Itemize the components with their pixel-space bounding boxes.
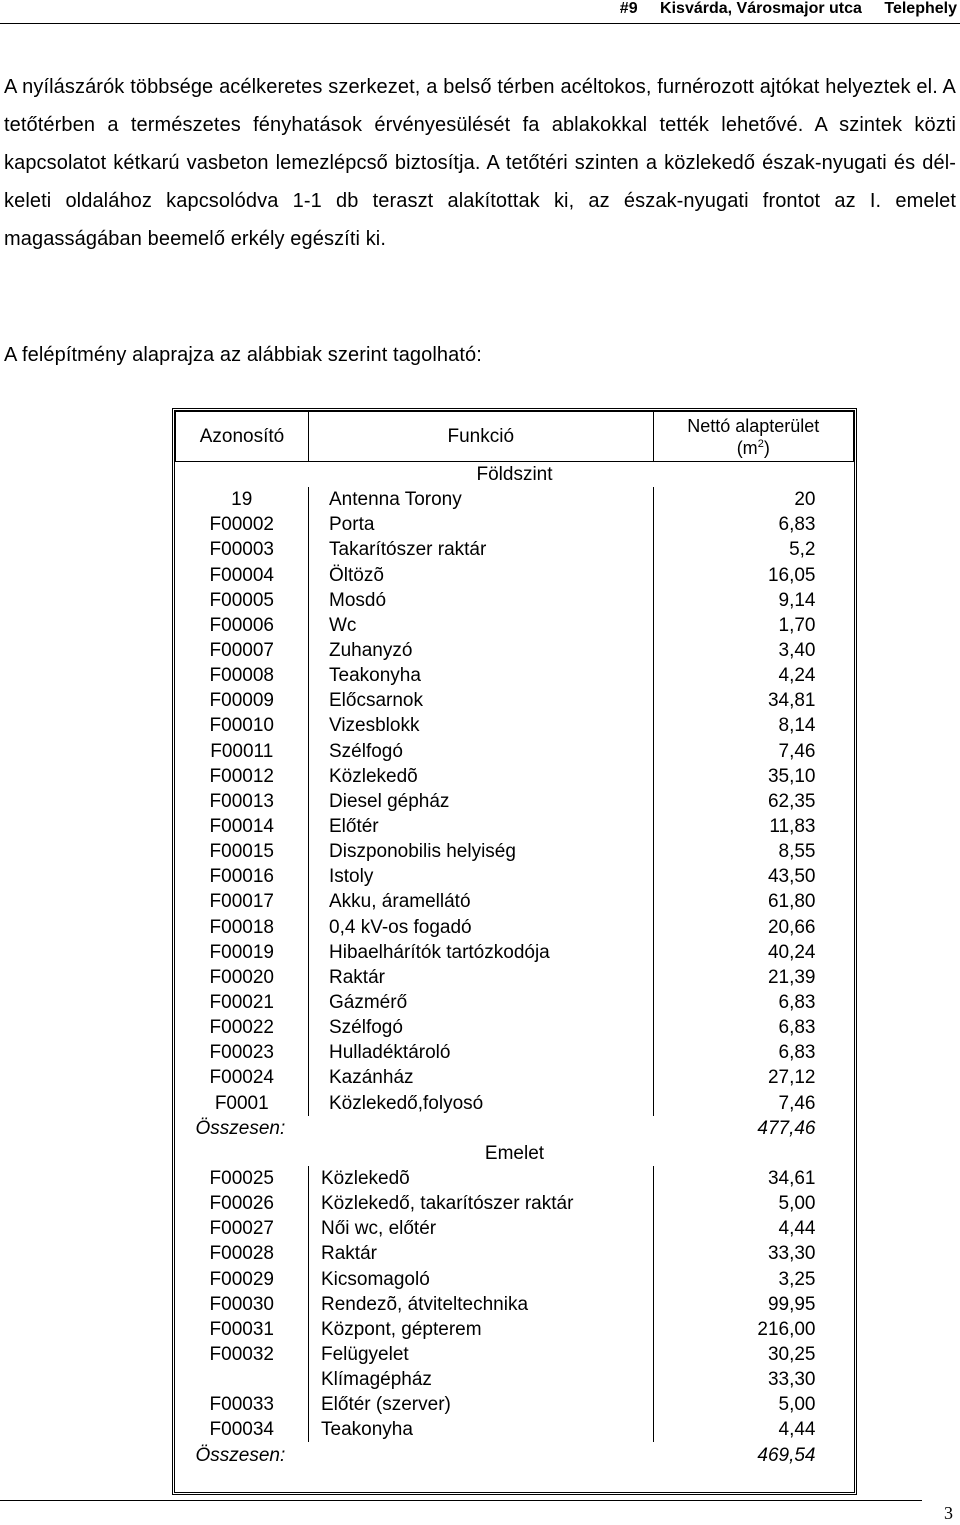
room-function: Központ, gépterem <box>309 1317 654 1342</box>
col-header-area-close: ) <box>763 437 770 458</box>
room-function: Wc <box>309 613 654 638</box>
room-area: 4,44 <box>778 1419 816 1441</box>
room-function: Vizesblokk <box>309 713 654 738</box>
total-label: Összesen: <box>195 1117 286 1139</box>
room-function: Antenna Torony <box>309 487 654 512</box>
room-area: 3,40 <box>778 640 816 662</box>
room-area: 62,35 <box>767 790 816 812</box>
room-id: F00024 <box>176 1065 309 1090</box>
room-id: F00011 <box>176 739 309 764</box>
table-row <box>176 663 854 688</box>
table-row <box>176 915 854 940</box>
room-area: 7,46 <box>778 740 816 762</box>
room-function: Raktár <box>309 1241 654 1266</box>
room-area: 5,00 <box>778 1394 816 1416</box>
table-row <box>176 1015 854 1040</box>
table-row <box>176 965 854 990</box>
table-row <box>176 739 854 764</box>
room-area: 35,10 <box>767 765 816 787</box>
room-id: F00003 <box>176 537 309 562</box>
room-function: Közlekedõ <box>309 764 654 789</box>
room-id: F00012 <box>176 764 309 789</box>
table-row <box>176 563 854 588</box>
room-function: Öltözõ <box>309 563 654 588</box>
table-row <box>176 487 854 512</box>
room-id: F00032 <box>176 1342 309 1367</box>
room-id: F00021 <box>176 990 309 1015</box>
room-area: 20,66 <box>767 916 816 938</box>
room-id: F00028 <box>176 1241 309 1266</box>
page-number: 3 <box>944 1503 953 1523</box>
room-area: 20 <box>794 489 816 511</box>
room-function: Kazánház <box>309 1065 654 1090</box>
room-function: Felügyelet <box>309 1342 654 1367</box>
section-row <box>176 462 854 488</box>
room-function: Hibaelhárítók tartózkodója <box>309 940 654 965</box>
room-function: Rendezõ, átviteltechnika <box>309 1292 654 1317</box>
room-id: F00016 <box>176 864 309 889</box>
room-function: Diszponobilis helyiség <box>309 839 654 864</box>
table-row <box>176 789 854 814</box>
table-row <box>176 1091 854 1116</box>
room-id: F0001 <box>176 1091 309 1116</box>
table-row <box>176 713 854 738</box>
col-header-area-label: Nettó alapterület <box>687 415 820 436</box>
room-id: F00007 <box>176 638 309 663</box>
room-area: 6,83 <box>778 514 816 536</box>
room-area: 1,70 <box>778 614 816 636</box>
room-id: F00018 <box>176 915 309 940</box>
floor-area-table <box>172 408 857 1495</box>
room-id: F00014 <box>176 814 309 839</box>
room-id: F00019 <box>176 940 309 965</box>
table-row <box>176 1241 854 1266</box>
room-id: F00034 <box>176 1417 309 1442</box>
col-header-area <box>653 412 854 462</box>
room-id: F00008 <box>176 663 309 688</box>
table-header-row <box>176 412 854 462</box>
room-id: F00029 <box>176 1267 309 1292</box>
room-function: Mosdó <box>309 588 654 613</box>
room-id: 19 <box>176 487 309 512</box>
total-label: Összesen: <box>195 1444 286 1466</box>
table-row <box>176 839 854 864</box>
room-id: F00015 <box>176 839 309 864</box>
room-area: 4,44 <box>778 1218 816 1240</box>
room-function: Közlekedõ <box>309 1166 654 1191</box>
room-id: F00030 <box>176 1292 309 1317</box>
room-area: 33,30 <box>767 1369 816 1391</box>
room-id <box>176 1367 309 1392</box>
room-function: Teakonyha <box>309 663 654 688</box>
table-row <box>176 864 854 889</box>
room-area: 33,30 <box>767 1243 816 1265</box>
col-header-area-unit: (m <box>736 437 758 458</box>
room-function: Előtér <box>309 814 654 839</box>
room-area: 6,83 <box>778 992 816 1014</box>
room-area: 5,00 <box>778 1193 816 1215</box>
table-intro: A felépítmény alaprajza az alábbiak szerint tagolható: <box>4 344 482 366</box>
room-function: Női wc, előtér <box>309 1216 654 1241</box>
room-area: 6,83 <box>778 1017 816 1039</box>
table-row <box>176 1267 854 1292</box>
room-id: F00027 <box>176 1216 309 1241</box>
room-id: F00017 <box>176 889 309 914</box>
page-header <box>0 0 960 22</box>
room-area: 9,14 <box>778 589 816 611</box>
table-row <box>176 588 854 613</box>
table-row <box>176 1392 854 1417</box>
total-value: 477,46 <box>757 1117 816 1139</box>
room-area: 4,24 <box>778 665 816 687</box>
room-id: F00022 <box>176 1015 309 1040</box>
table-row <box>176 688 854 713</box>
total-row <box>176 1442 854 1467</box>
room-area: 16,05 <box>767 564 816 586</box>
table-row <box>176 1417 854 1442</box>
room-id: F00023 <box>176 1040 309 1065</box>
room-function: Akku, áramellátó <box>309 889 654 914</box>
table-row <box>176 814 854 839</box>
table-row <box>176 512 854 537</box>
room-function: Zuhanyzó <box>309 638 654 663</box>
body-paragraph: A nyílászárók többsége acélkeretes szerkezet, a belső térben acéltokos, furnérozott ajtókat helyeztek el. A tetőtérben a természetes fényhatások érvényesülését fa ablakokkal tették lehetővé. A szintek közti kapcsolatot kétkarú vasbeton lemezlépcső biztosítja. A tetőtéri szinten a közlekedő észak-nyugati és dél-keleti oldalához kapcsolódva 1-1 db teraszt alakítottak ki, az észak-nyugati frontot az I. emelet magasságában beemelő erkély egészíti ki. <box>4 76 956 250</box>
room-area: 8,14 <box>778 715 816 737</box>
room-function: Előtér (szerver) <box>309 1392 654 1417</box>
header-number: #9 <box>619 0 638 17</box>
room-id: F00025 <box>176 1166 309 1191</box>
table-row <box>176 889 854 914</box>
header-rule <box>0 23 960 24</box>
table-row <box>176 940 854 965</box>
room-function: Porta <box>309 512 654 537</box>
col-header-area-sup: 2 <box>757 437 764 450</box>
room-id: F00004 <box>176 563 309 588</box>
header-place: Kisvárda, Városmajor utca <box>660 0 862 17</box>
room-function: Közlekedő,folyosó <box>309 1091 654 1116</box>
footer-rule <box>0 1500 922 1501</box>
col-header-function: Funkció <box>309 412 654 462</box>
room-function: Gázmérő <box>309 990 654 1015</box>
room-id: F00020 <box>176 965 309 990</box>
room-area: 216,00 <box>757 1318 816 1340</box>
room-function: 0,4 kV-os fogadó <box>309 915 654 940</box>
table-row <box>176 1292 854 1317</box>
section-title: Földszint <box>476 464 553 486</box>
room-area: 21,39 <box>767 966 816 988</box>
table-row <box>176 1166 854 1191</box>
room-area: 34,61 <box>767 1168 816 1189</box>
room-area: 11,83 <box>769 816 816 838</box>
room-function: Szélfogó <box>309 1015 654 1040</box>
table-row <box>176 1065 854 1090</box>
room-area: 3,25 <box>778 1268 816 1290</box>
room-function: Istoly <box>309 864 654 889</box>
room-function: Klímagépház <box>309 1367 654 1392</box>
room-function: Előcsarnok <box>309 688 654 713</box>
room-function: Hulladéktároló <box>309 1040 654 1065</box>
room-id: F00006 <box>176 613 309 638</box>
table-row <box>176 1317 854 1342</box>
room-id: F00002 <box>176 512 309 537</box>
room-id: F00033 <box>176 1392 309 1417</box>
room-function: Raktár <box>309 965 654 990</box>
room-area: 8,55 <box>778 841 816 863</box>
table-row <box>176 990 854 1015</box>
room-area: 99,95 <box>767 1293 816 1315</box>
room-area: 30,25 <box>767 1343 816 1365</box>
total-value: 469,54 <box>757 1444 816 1466</box>
room-id: F00026 <box>176 1191 309 1216</box>
table-row <box>176 1216 854 1241</box>
section-row <box>176 1141 854 1166</box>
room-function: Takarítószer raktár <box>309 537 654 562</box>
room-function: Kicsomagoló <box>309 1267 654 1292</box>
room-id: F00013 <box>176 789 309 814</box>
room-id: F00005 <box>176 588 309 613</box>
room-function: Szélfogó <box>309 739 654 764</box>
room-area: 43,50 <box>767 866 816 888</box>
room-area: 40,24 <box>767 941 816 963</box>
room-area: 7,46 <box>778 1092 816 1114</box>
room-area: 27,12 <box>767 1067 816 1089</box>
section-title: Emelet <box>484 1142 545 1164</box>
table-row <box>176 764 854 789</box>
room-id: F00010 <box>176 713 309 738</box>
room-function: Diesel gépház <box>309 789 654 814</box>
room-area: 5,2 <box>789 539 816 561</box>
header-type: Telephely <box>884 0 957 17</box>
room-area: 6,83 <box>778 1042 816 1064</box>
room-id: F00031 <box>176 1317 309 1342</box>
table-row <box>176 1040 854 1065</box>
table-row <box>176 638 854 663</box>
room-area: 61,80 <box>767 891 816 913</box>
room-area: 34,81 <box>767 690 816 712</box>
room-function: Teakonyha <box>309 1417 654 1442</box>
table-row <box>176 1367 854 1392</box>
col-header-id: Azonosító <box>176 412 309 462</box>
table-row <box>176 537 854 562</box>
table-row <box>176 613 854 638</box>
room-id: F00009 <box>176 688 309 713</box>
total-row <box>176 1116 854 1141</box>
table-row <box>176 1342 854 1367</box>
table-row <box>176 1191 854 1216</box>
room-function: Közlekedő, takarítószer raktár <box>309 1191 654 1216</box>
